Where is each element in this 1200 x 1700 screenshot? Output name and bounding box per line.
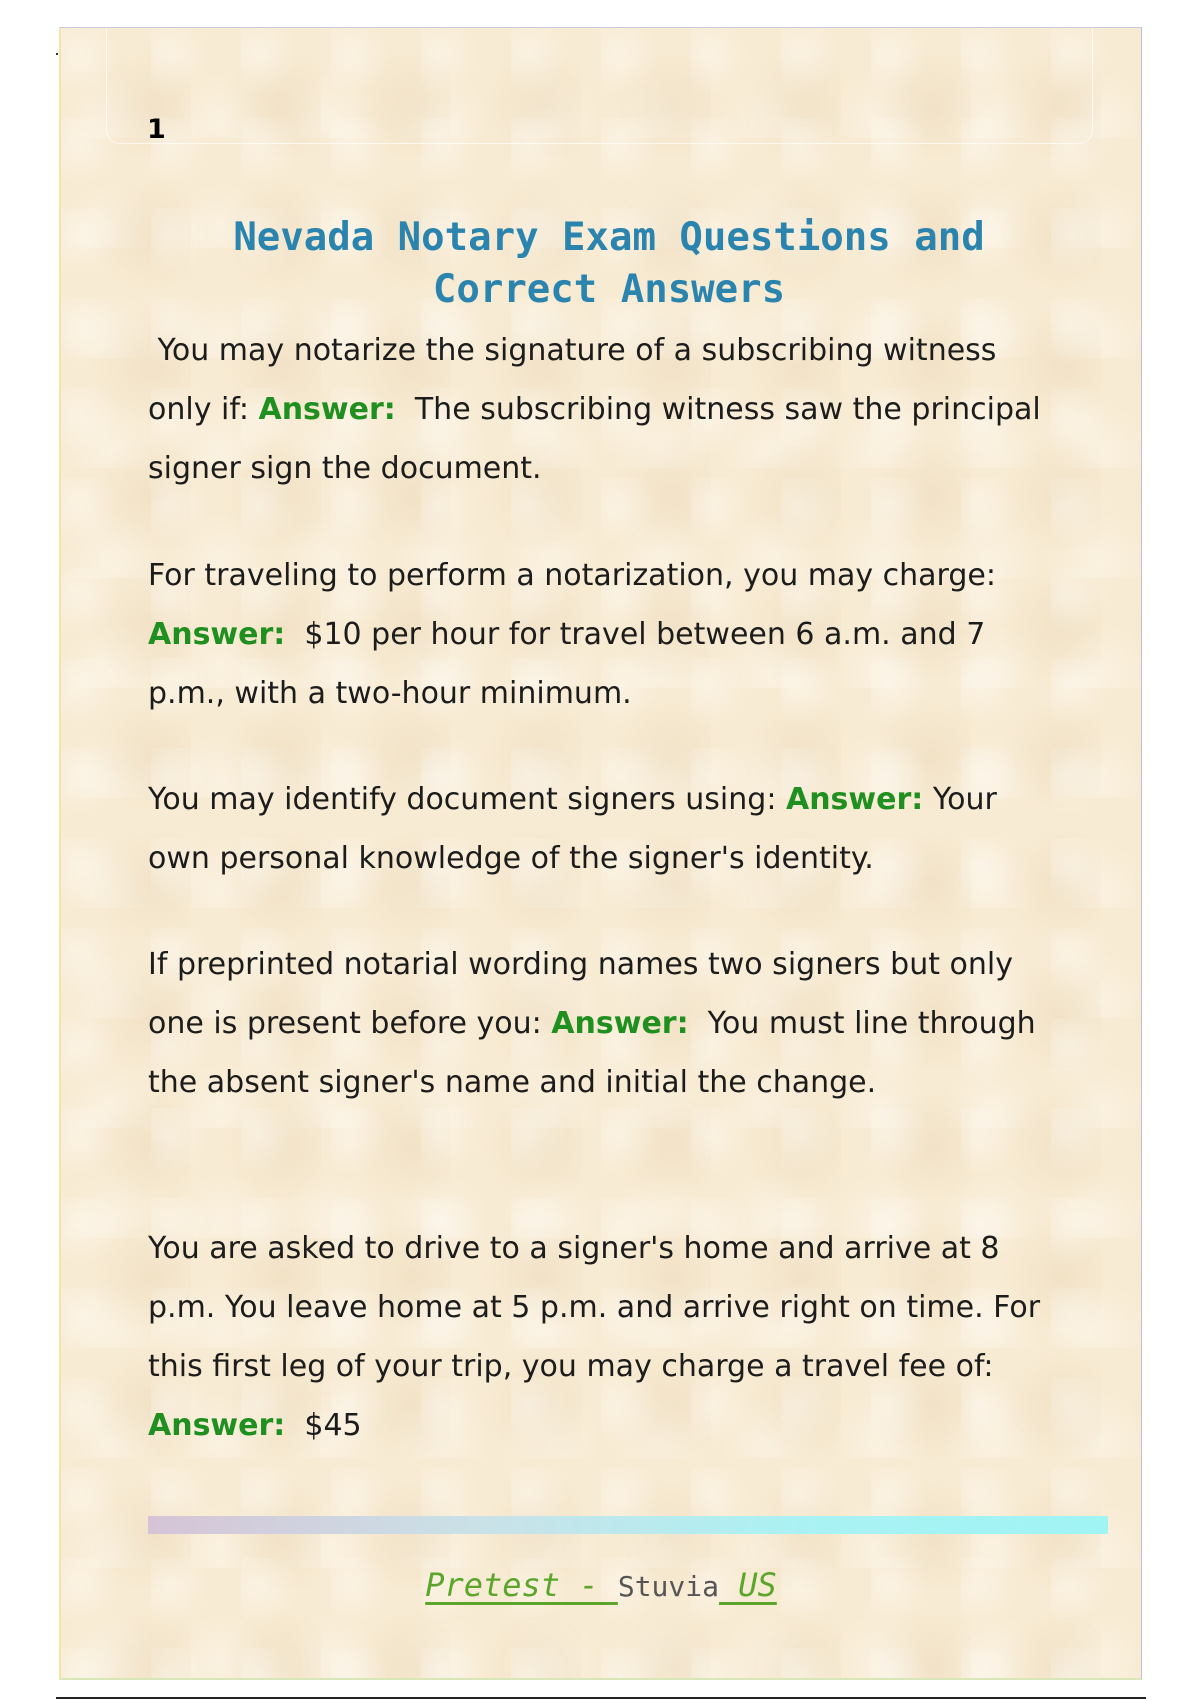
question-text: You may identify document signers using: (148, 782, 777, 817)
qa-item-2 (148, 546, 1068, 723)
answer-label: Answer: (148, 617, 286, 652)
answer-text: $10 per hour for travel between 6 a.m. and 7 p.m., with a two-hour minimum. (148, 617, 986, 711)
footer-separator: - (560, 1566, 618, 1604)
bottom-rule (56, 1697, 1146, 1699)
answer-label: Answer: (148, 1408, 286, 1443)
footer-brand: Stuvia (617, 1570, 719, 1603)
header-frame (106, 28, 1093, 144)
page-title-line-2: Correct Answers (432, 267, 786, 312)
question-text: You may notarize the signature of a subscribing witness only if: (148, 333, 1006, 427)
pretest-link[interactable]: Pretest (425, 1566, 561, 1604)
us-link[interactable]: US (719, 1566, 777, 1604)
answer-text: The subscribing witness saw the principal signer sign the document. (148, 392, 1041, 486)
qa-item-3 (148, 770, 1068, 888)
answer-label: Answer: (785, 782, 924, 817)
question-text: If preprinted notarial wording names two signers but only one is present before you: (148, 947, 1013, 1041)
qa-item-5 (148, 1219, 1068, 1455)
qa-item-4 (148, 935, 1068, 1112)
answer-text: You must line through the absent signer's name and initial the change. (148, 1006, 1036, 1100)
footer-divider (148, 1516, 1108, 1534)
answer-text: Your own personal knowledge of the signer's identity. (148, 782, 997, 876)
qa-item-1 (148, 321, 1068, 498)
document-page (59, 27, 1142, 1680)
question-text: You are asked to drive to a signer's home and arrive at 8 p.m. You leave home at 5 p.m. and arrive right on time. For this first leg of your trip, you may charge a travel fee of: (148, 1231, 1041, 1384)
corner-mark (56, 53, 58, 55)
page-title-line-1: Nevada Notary Exam Questions and (233, 215, 985, 260)
question-text: For traveling to perform a notarization, you may charge: (148, 558, 996, 593)
page-title (161, 212, 1057, 316)
answer-label: Answer: (551, 1006, 689, 1041)
page-number: 1 (147, 114, 166, 145)
answer-label: Answer: (258, 392, 396, 427)
answer-text: $45 (304, 1408, 362, 1443)
footer (61, 1566, 1141, 1604)
